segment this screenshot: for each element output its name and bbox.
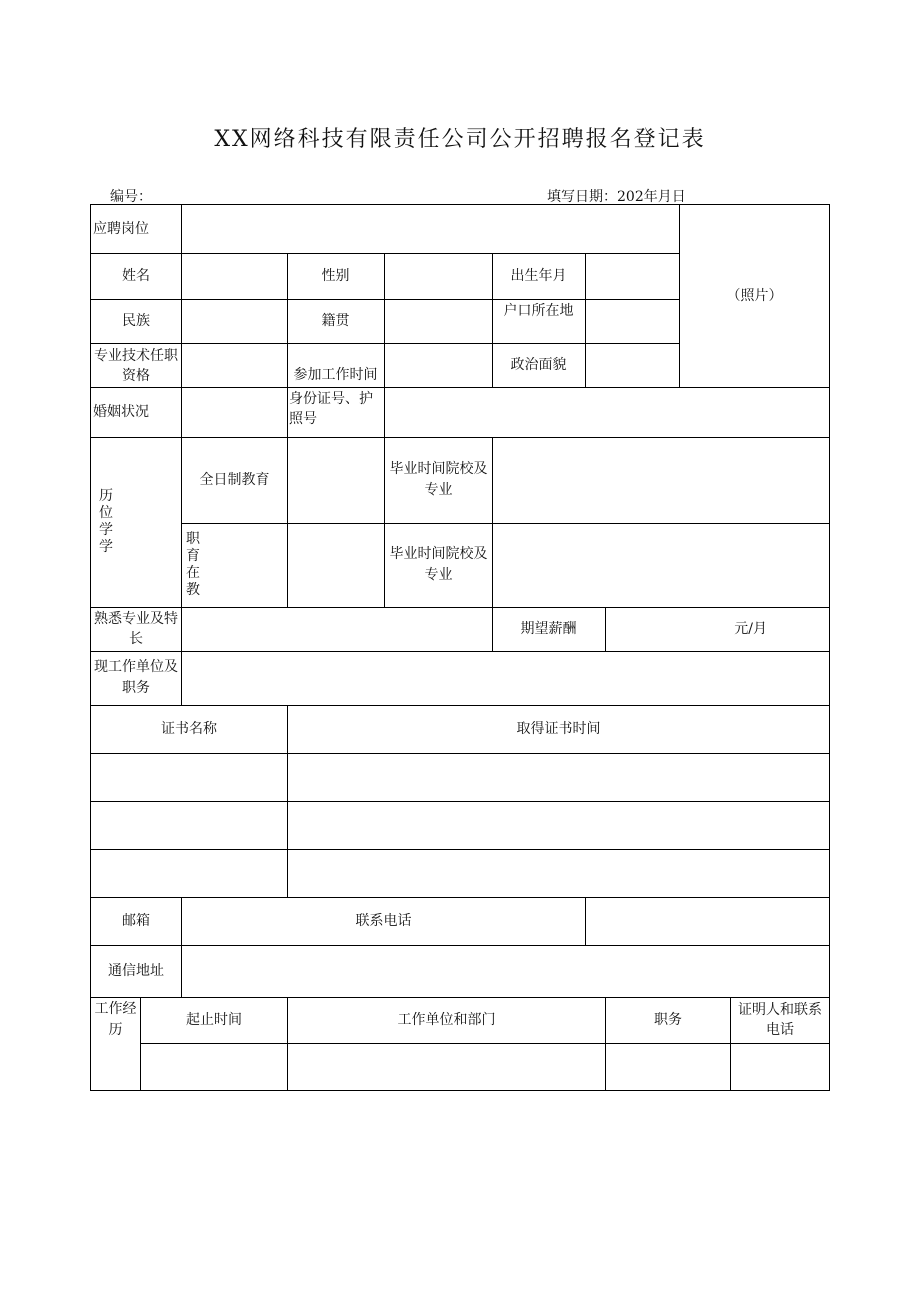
- inservice-degree-field[interactable]: [288, 523, 384, 607]
- period-field[interactable]: [141, 1044, 287, 1090]
- label-id-number: 身份证号、护照号: [289, 391, 373, 427]
- label-email: 邮箱: [122, 912, 150, 929]
- label-work-start: 参加工作时间: [293, 367, 378, 383]
- registration-form-table: [90, 204, 830, 1091]
- label-birth: 出生年月: [510, 267, 567, 284]
- label-grad-info-inservice: 毕业时间院校及专业: [389, 546, 488, 583]
- label-name: 姓名: [122, 267, 150, 284]
- position-field[interactable]: [182, 205, 679, 253]
- label-reference: 证明人和联系电话: [738, 1002, 822, 1038]
- cert-name-field[interactable]: [91, 753, 287, 801]
- tech-title-field[interactable]: [182, 343, 287, 387]
- label-native-place: 籍贯: [321, 312, 350, 329]
- duty-field[interactable]: [606, 1044, 730, 1090]
- label-fulltime: 全日制教育: [199, 471, 270, 488]
- label-marital: 婚姻状况: [93, 403, 149, 420]
- household-field[interactable]: [586, 299, 679, 343]
- skills-field[interactable]: [182, 607, 492, 651]
- label-tech-title: 专业技术任职资格: [94, 348, 178, 384]
- native-place-field[interactable]: [385, 299, 492, 343]
- reference-field[interactable]: [731, 1044, 829, 1090]
- label-gender: 性别: [321, 267, 350, 284]
- label-work-experience: 工作经历: [94, 1001, 137, 1038]
- label-household: 户口所在地: [503, 303, 574, 319]
- work-start-field[interactable]: [385, 343, 492, 387]
- cert-name-field[interactable]: [91, 849, 287, 897]
- label-duty: 职务: [654, 1011, 682, 1028]
- label-position: 应聘岗位: [93, 220, 149, 237]
- birth-field[interactable]: [586, 253, 679, 299]
- current-job-field[interactable]: [182, 651, 829, 705]
- label-inservice: 职育在教: [186, 531, 200, 598]
- label-grad-info-fulltime: 毕业时间院校及专业: [389, 461, 488, 498]
- company-dept-field[interactable]: [288, 1044, 605, 1090]
- cert-name-field[interactable]: [91, 801, 287, 849]
- cert-time-field[interactable]: [288, 849, 829, 897]
- fulltime-grad-field[interactable]: [493, 437, 829, 523]
- label-address: 通信地址: [108, 962, 164, 979]
- label-current-job: 现工作单位及职务: [94, 659, 178, 696]
- label-phone: 联系电话: [355, 912, 412, 929]
- label-education-group: 历位学学: [99, 488, 113, 555]
- ethnicity-field[interactable]: [182, 299, 287, 343]
- salary-field[interactable]: 元/月: [734, 620, 767, 637]
- gender-field[interactable]: [385, 253, 492, 299]
- label-period: 起止时间: [186, 1011, 242, 1028]
- name-field[interactable]: [182, 253, 287, 299]
- label-cert-time: 取得证书时间: [516, 720, 601, 737]
- label-company-dept: 工作单位和部门: [397, 1011, 496, 1028]
- photo-box[interactable]: （照片）: [726, 287, 783, 304]
- label-political: 政治面貌: [510, 356, 567, 373]
- label-ethnicity: 民族: [122, 312, 150, 329]
- fill-date-label: 填写日期：202年月日: [547, 189, 686, 205]
- cert-time-field[interactable]: [288, 753, 829, 801]
- id-number-field[interactable]: [385, 387, 829, 437]
- marital-field[interactable]: [182, 387, 287, 437]
- address-field[interactable]: [182, 945, 829, 997]
- fulltime-degree-field[interactable]: [288, 437, 384, 523]
- inservice-grad-field[interactable]: [493, 523, 829, 607]
- label-cert-name: 证书名称: [161, 720, 217, 737]
- form-title: XX网络科技有限责任公司公开招聘报名登记表: [214, 127, 706, 152]
- phone-field[interactable]: [586, 897, 829, 945]
- label-salary: 期望薪酬: [520, 620, 577, 637]
- label-skills: 熟悉专业及特长: [94, 611, 178, 647]
- serial-number-label: 编号：: [110, 189, 152, 205]
- cert-time-field[interactable]: [288, 801, 829, 849]
- political-field[interactable]: [586, 343, 679, 387]
